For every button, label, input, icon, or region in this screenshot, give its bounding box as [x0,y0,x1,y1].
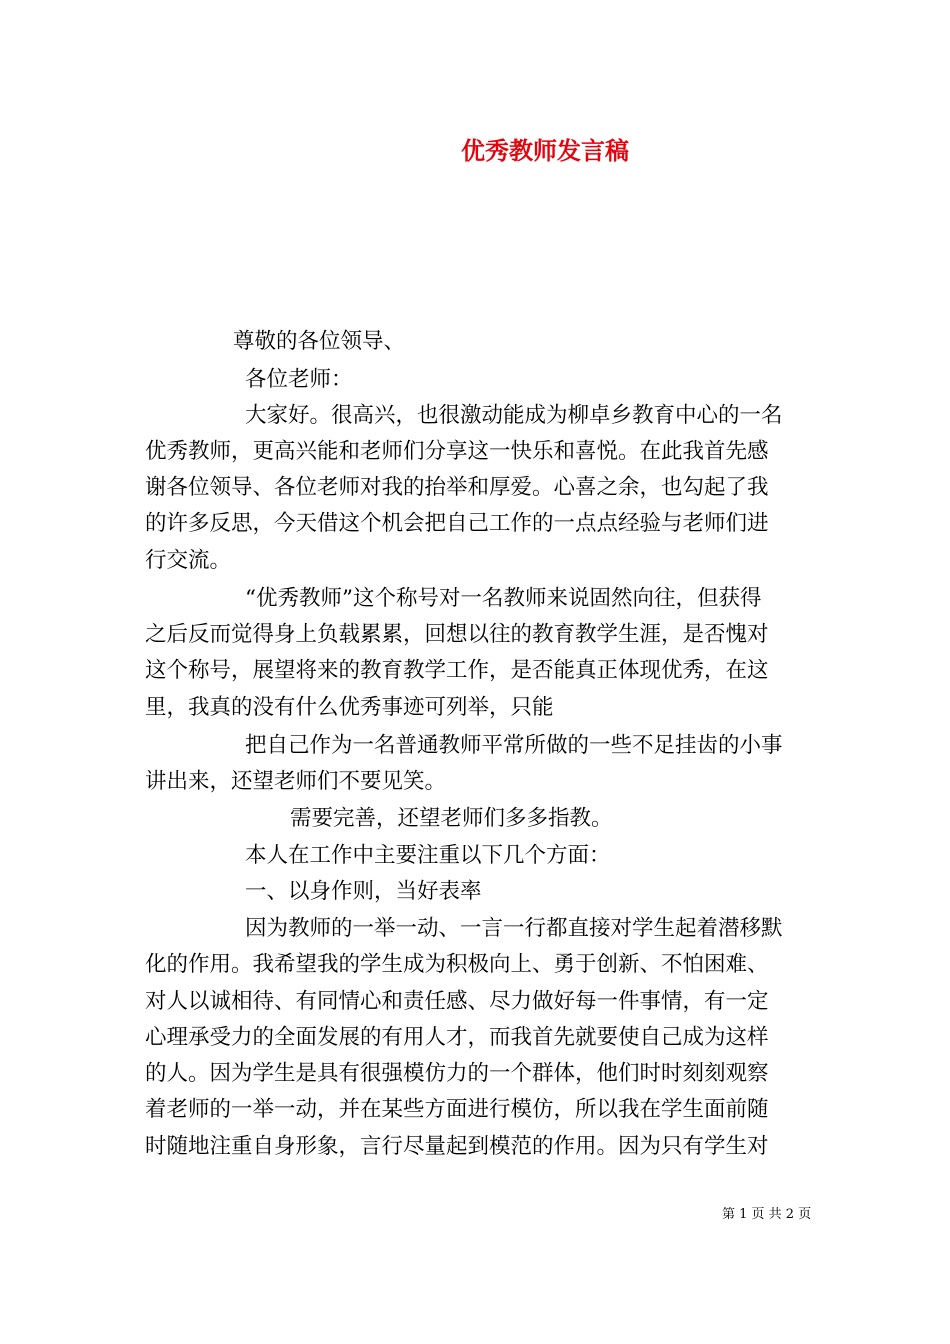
body-line: 之后反而觉得身上负载累累，回想以往的教育教学生涯，是否愧对 [145,622,769,647]
document-title: 优秀教师发言稿 [461,137,629,165]
section-heading: 一、以身作则，当好表率 [245,879,482,904]
salutation-line-2: 各位老师： [245,367,353,392]
body-line: 谢各位领导、各位老师对我的抬举和厚爱。心喜之余，也勾起了我 [145,475,769,500]
body-line: 把自己作为一名普通教师平常所做的一些不足挂齿的小事 [245,733,783,758]
body-line: 本人在工作中主要注重以下几个方面： [245,843,611,868]
body-line: 需要完善，还望老师们多多指教。 [290,806,613,831]
body-line: 优秀教师，更高兴能和老师们分享这一快乐和喜悦。在此我首先感 [145,439,769,464]
body-line: 的许多反思，今天借这个机会把自己工作的一点点经验与老师们进 [145,511,769,536]
page-footer: 第 1 页 共 2 页 [722,1207,812,1222]
body-line: 心理承受力的全面发展的有用人才，而我首先就要使自己成为这样 [145,1025,769,1050]
body-line: 因为教师的一举一动、一言一行都直接对学生起着潜移默 [245,916,783,941]
body-line: 讲出来，还望老师们不要见笑。 [145,769,447,794]
body-line: 的人。因为学生是具有很强模仿力的一个群体，他们时时刻刻观察 [145,1061,769,1086]
body-line: 里，我真的没有什么优秀事迹可列举，只能 [145,695,554,720]
body-line: 这个称号，展望将来的教育教学工作，是否能真正体现优秀，在这 [145,658,769,683]
body-line: 大家好。很高兴，也很激动能成为柳卓乡教育中心的一名 [245,403,783,428]
body-line: “优秀教师”这个称号对一名教师来说固然向往，但获得 [245,586,762,611]
body-line: 对人以诚相待、有同情心和责任感、尽力做好每一件事情，有一定 [145,989,769,1014]
body-line: 行交流。 [145,548,232,573]
body-line: 时随地注重自身形象，言行尽量起到模范的作用。因为只有学生对 [145,1134,769,1159]
body-line: 着老师的一举一动，并在某些方面进行模仿，所以我在学生面前随 [145,1097,769,1122]
body-line: 化的作用。我希望我的学生成为积极向上、勇于创新、不怕困难、 [145,952,769,977]
salutation-line-1: 尊敬的各位领导、 [233,329,406,354]
